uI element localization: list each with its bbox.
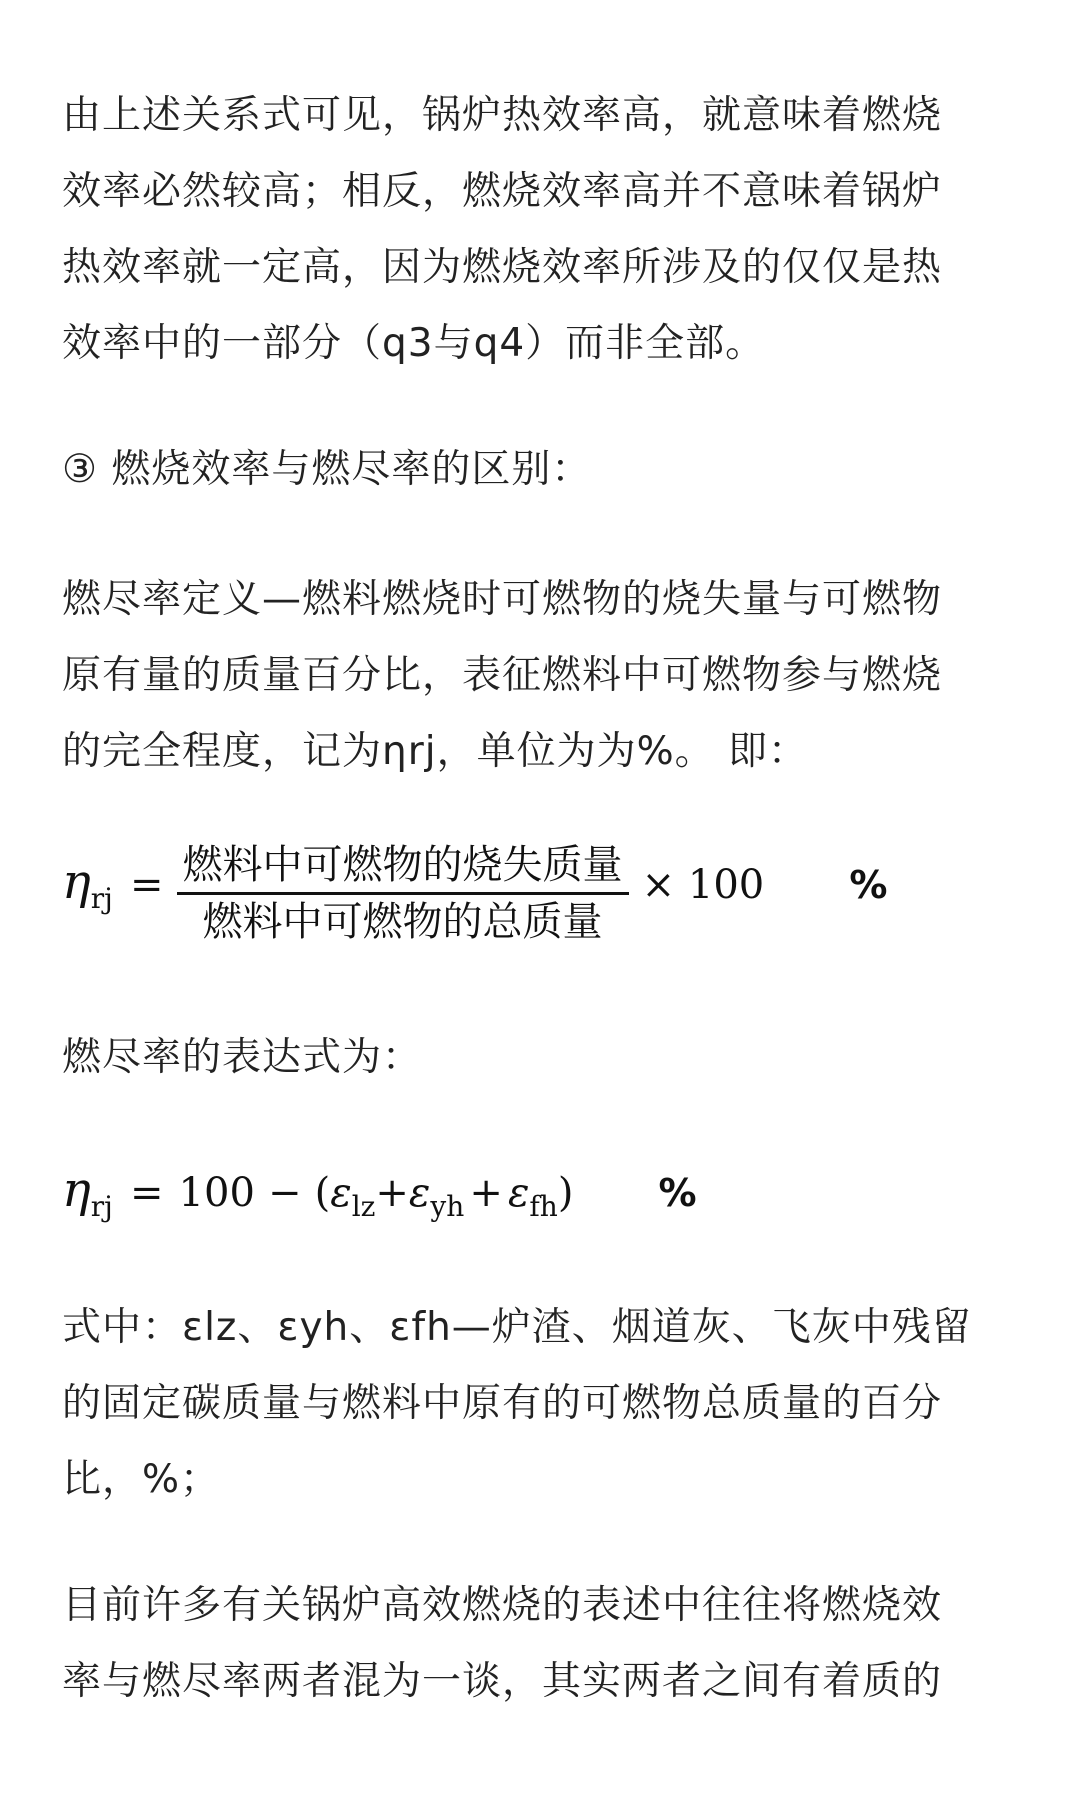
formula-close-paren: ): [557, 1170, 574, 1216]
text-line: 效率必然较高；相反，燃烧效率高并不意味着锅炉: [62, 169, 943, 214]
paragraph-burnout-definition: [62, 562, 1028, 790]
formula-subscript-yh: yh: [430, 1190, 465, 1223]
formula-open-paren: (: [314, 1170, 331, 1216]
formula-epsilon: ε: [330, 1170, 352, 1216]
formula-burnout-fraction: [62, 838, 887, 968]
formula-symbol: η: [62, 854, 91, 910]
formula-multiplier: × 100: [641, 862, 765, 908]
text-line: 燃尽率定义—燃料燃烧时可燃物的烧失量与可燃物: [62, 577, 943, 622]
formula-denominator: 燃料中可燃物的总质量: [202, 899, 603, 945]
text-line: 燃尽率的表达式为：: [62, 1035, 423, 1080]
formula-epsilon: ε: [408, 1170, 431, 1216]
text-line: ③ 燃烧效率与燃尽率的区别：: [62, 447, 592, 492]
article-content: [62, 0, 1028, 1800]
text-line: 原有量的质量百分比，表征燃料中可燃物参与燃烧: [62, 653, 943, 698]
formula-constant: 100: [178, 1170, 255, 1216]
formula-burnout-expression: [62, 1150, 697, 1230]
section-heading-difference: [62, 432, 1028, 508]
text-line: 目前许多有关锅炉高效燃烧的表述中往往将燃烧效: [62, 1583, 943, 1628]
paragraph-common-confusion: [62, 1568, 1028, 1720]
formula-subscript: rj: [90, 1190, 113, 1223]
formula-plus: +: [469, 1170, 503, 1216]
formula-unit: %: [849, 863, 888, 907]
formula-subscript-lz: lz: [351, 1190, 376, 1223]
paragraph-expression-intro: [62, 1020, 1028, 1096]
paragraph-symbol-explanation: [62, 1290, 1028, 1518]
formula-equals: =: [129, 1170, 164, 1216]
formula-equals: =: [129, 862, 164, 908]
text-line: 由上述关系式可见，锅炉热效率高，就意味着燃烧: [62, 93, 943, 138]
formula-unit: %: [658, 1171, 697, 1215]
formula-minus: −: [268, 1170, 302, 1216]
formula-subscript-fh: fh: [529, 1190, 558, 1223]
formula-subscript: rj: [90, 882, 113, 915]
text-line: 的固定碳质量与燃料中原有的可燃物总质量的百分: [62, 1381, 943, 1426]
formula-symbol: η: [62, 1162, 91, 1218]
formula-numerator: 燃料中可燃物的烧失质量: [182, 842, 623, 888]
text-line: 式中：εlz、εyh、εfh—炉渣、烟道灰、飞灰中残留: [62, 1305, 972, 1350]
text-line: 率与燃尽率两者混为一谈，其实两者之间有着质的: [62, 1659, 943, 1704]
paragraph-efficiency-relation: [62, 78, 1028, 382]
formula-epsilon: ε: [507, 1170, 530, 1216]
formula-plus: +: [375, 1170, 409, 1216]
text-line: 热效率就一定高，因为燃烧效率所涉及的仅仅是热: [62, 245, 943, 290]
text-line: 效率中的一部分（q3与q4）而非全部。: [62, 321, 766, 366]
text-line: 比，%；: [62, 1457, 221, 1502]
text-line: 的完全程度，记为ηrj，单位为为%。 即：: [62, 729, 809, 774]
formula-fraction: [177, 838, 629, 949]
